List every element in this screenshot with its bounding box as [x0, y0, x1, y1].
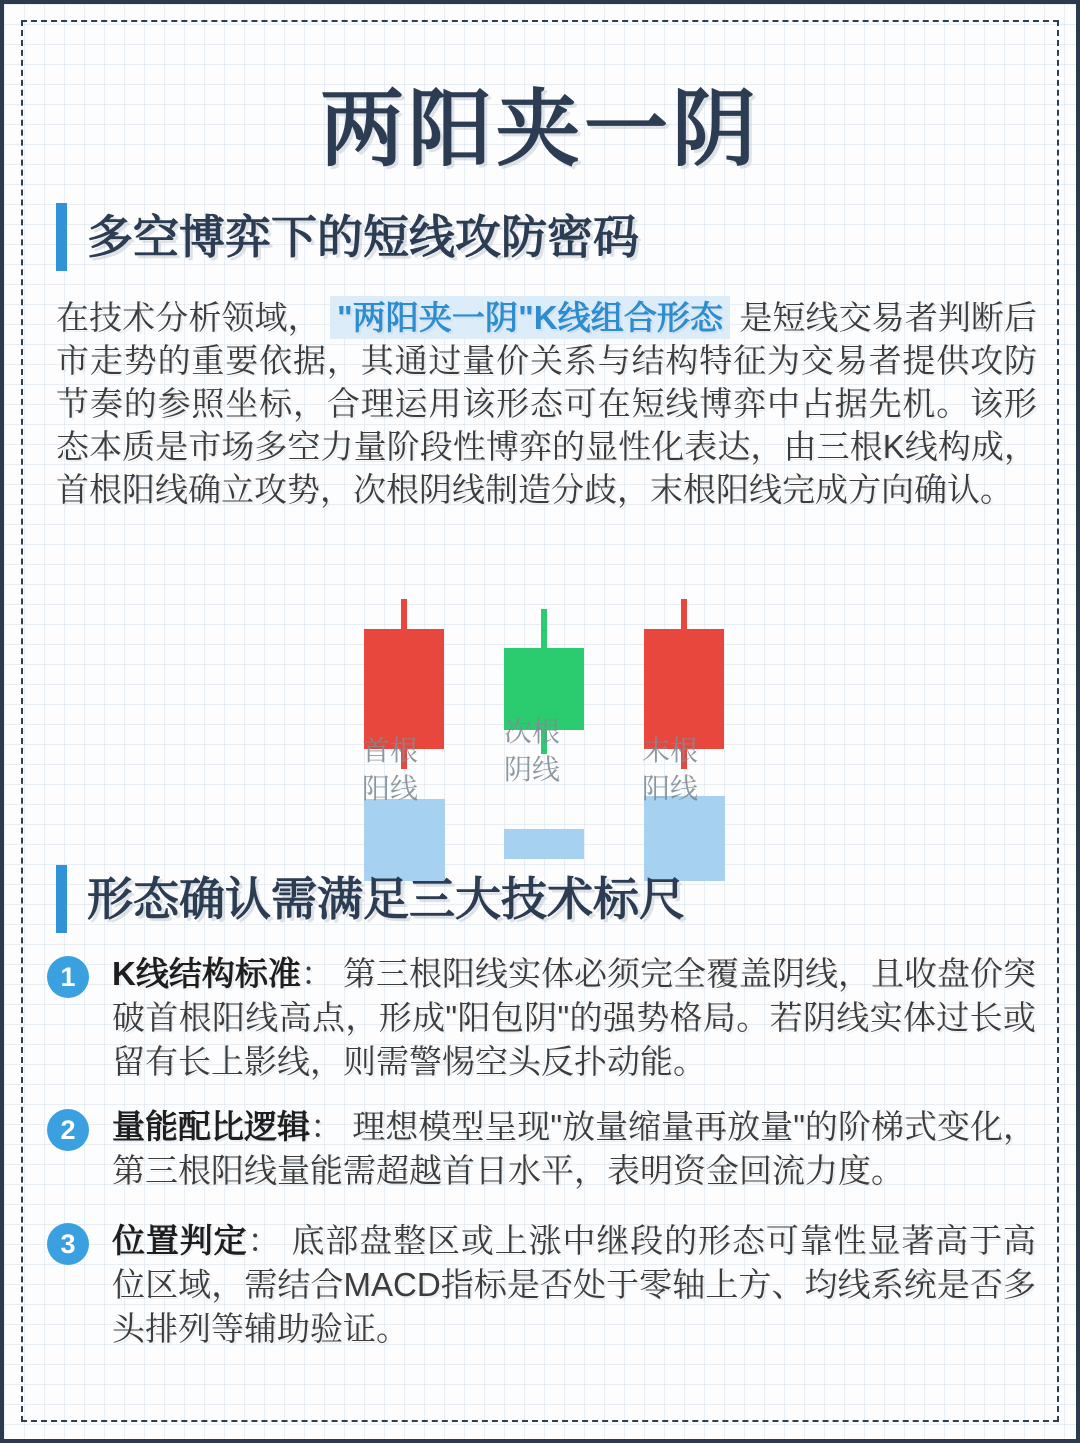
section1-header — [56, 203, 639, 271]
intro-text-post: 是短线交易者判断后市走势的重要依据，其通过量价关系与结构特征为交易者提供攻防节奏的参照坐标，合理运用该形态可在短线博弈中占据先机。该形态本质是市场多空力量阶段性博弈的显性化表达，由三根K线构成，首根阳线确立攻势，次根阴线制造分歧，末根阳线完成方向确认。 — [56, 299, 1038, 508]
candle-1-label-line2: 阳线 — [362, 773, 419, 804]
candle-2-label-line2: 阴线 — [504, 754, 561, 785]
rule-2-text — [112, 1105, 1036, 1193]
rule-1-text — [112, 952, 1036, 1084]
section2-header — [56, 865, 685, 933]
rule-2-number-badge: 2 — [47, 1109, 89, 1151]
section2-heading: 形态确认需满足三大技术标尺 — [87, 873, 685, 925]
rule-3-number-badge: 3 — [47, 1223, 89, 1265]
candlestick-diagram — [4, 564, 1080, 894]
candle-1-body — [364, 629, 444, 749]
rule-3-body: ： 底部盘整区或上涨中继段的形态可靠性显著高于高位区域，需结合MACD指标是否处于零轴上方、均线系统是否多头排列等辅助验证。 — [112, 1222, 1036, 1347]
candle-1-label-line1: 首根 — [362, 735, 419, 766]
rule-2-label: 量能配比逻辑 — [112, 1108, 311, 1145]
section1-heading: 多空博弈下的短线攻防密码 — [87, 211, 639, 263]
candle-2-upper-wick — [541, 609, 547, 648]
volume-bar-2 — [504, 829, 584, 859]
candle-3-upper-wick — [681, 599, 687, 629]
accent-bar — [56, 203, 67, 271]
candle-3-label — [642, 732, 698, 808]
candle-3-body — [644, 629, 724, 749]
intro-text-pre: 在技术分析领域， — [56, 299, 330, 336]
rule-item-3 — [47, 1219, 1039, 1351]
page-title: 两阳夹一阴 — [319, 82, 760, 176]
accent-bar — [56, 865, 67, 933]
candle-3-label-line2: 阳线 — [642, 773, 699, 804]
rule-2-body: ： 理想模型呈现"放量缩量再放量"的阶梯式变化，第三根阳线量能需超越首日水平，表明资金回流力度。 — [112, 1108, 1037, 1189]
candle-3-label-line1: 末根 — [642, 735, 699, 766]
rule-1-body: ： 第三根阳线实体必须完全覆盖阴线，且收盘价突破首根阳线高点，形成"阳包阴"的强势格局。若阴线实体过长或留有长上影线，则需警惕空头反扑动能。 — [112, 955, 1037, 1080]
rule-item-1 — [47, 952, 1039, 1084]
intro-highlight: "两阳夹一阴"K线组合形态 — [330, 296, 730, 339]
candle-1-label — [362, 732, 418, 808]
rule-item-2 — [47, 1105, 1039, 1193]
rule-3-label: 位置判定 — [112, 1222, 248, 1259]
rule-3-text — [112, 1219, 1036, 1351]
candle-1-upper-wick — [401, 599, 407, 629]
rule-1-label: K线结构标准 — [112, 955, 301, 992]
intro-paragraph — [56, 296, 1037, 511]
rule-1-number-badge: 1 — [47, 956, 89, 998]
candle-2-label-line1: 次根 — [504, 716, 561, 747]
candle-2-label — [504, 713, 560, 789]
